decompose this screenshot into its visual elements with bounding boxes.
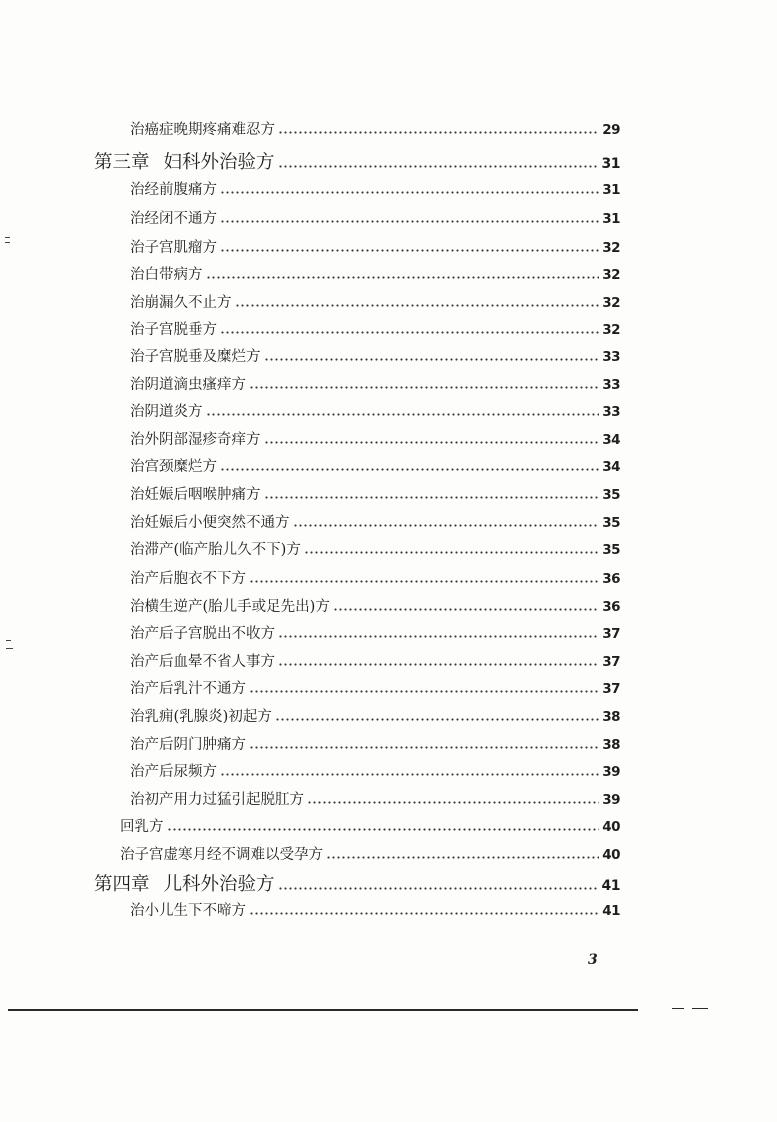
- toc-entry: [130, 428, 620, 448]
- dot-leader: [206, 276, 600, 279]
- entry-page: 41: [602, 903, 620, 919]
- dot-leader: [249, 746, 599, 749]
- entry-title: 治外阴部湿疹奇痒方: [130, 432, 261, 448]
- entry-page: 32: [602, 267, 620, 283]
- toc-entry: [130, 788, 620, 808]
- toc-entry: [130, 595, 620, 615]
- toc-entry: [130, 705, 620, 725]
- entry-title: 治产后阴门肿痛方: [130, 737, 246, 753]
- toc-entry: [130, 118, 620, 138]
- dot-leader: [220, 331, 599, 334]
- bottom-rule-fragment: [672, 1008, 684, 1009]
- dot-leader: [249, 386, 599, 389]
- entry-page: 34: [602, 459, 620, 475]
- entry-page: 34: [602, 432, 620, 448]
- dot-leader: [264, 358, 600, 361]
- entry-title: 治产后子宫脱出不收方: [130, 626, 275, 642]
- chapter-number: 第四章: [94, 874, 150, 895]
- dot-leader: [220, 249, 599, 252]
- entry-title: 治白带病方: [130, 267, 203, 283]
- toc-entry: [130, 760, 620, 780]
- toc-entry: [130, 538, 620, 558]
- entry-title: 治癌症晚期疼痛难忍方: [130, 122, 275, 138]
- toc-entry: [130, 650, 620, 670]
- dot-leader: [264, 496, 600, 499]
- dot-leader: [220, 220, 599, 223]
- entry-title: 治妊娠后小便突然不通方: [130, 515, 290, 531]
- entry-page: 31: [602, 211, 620, 227]
- entry-title: 回乳方: [120, 819, 164, 835]
- toc-entry: [130, 455, 620, 475]
- entry-page: 36: [602, 571, 620, 587]
- toc-entry: [130, 263, 620, 283]
- entry-title: 治子宫脱垂及糜烂方: [130, 349, 261, 365]
- dot-leader: [304, 551, 599, 554]
- dot-leader: [249, 912, 599, 915]
- toc-entry: [120, 843, 620, 863]
- entry-title: 治阴道滴虫瘙痒方: [130, 377, 246, 393]
- dot-leader: [307, 801, 599, 804]
- entry-title: 治子宫肌瘤方: [130, 240, 217, 256]
- entry-title: 治经前腹痛方: [130, 182, 217, 198]
- toc-entry: [130, 567, 620, 587]
- entry-title: 治子宫虚寒月经不调难以受孕方: [120, 847, 323, 863]
- margin-mark: [5, 237, 10, 238]
- entry-page: 32: [602, 240, 620, 256]
- entry-title: 治初产用力过猛引起脱肛方: [130, 792, 304, 808]
- toc-chapter: [94, 148, 620, 172]
- entry-page: 33: [602, 377, 620, 393]
- entry-title: 治产后胞衣不下方: [130, 571, 246, 587]
- entry-page: 32: [602, 295, 620, 311]
- dot-leader: [278, 663, 599, 666]
- entry-page: 35: [602, 515, 620, 531]
- entry-page: 33: [602, 404, 620, 420]
- entry-page: 35: [602, 487, 620, 503]
- toc-entry: [130, 733, 620, 753]
- toc-entry: [130, 236, 620, 256]
- dot-leader: [278, 131, 599, 134]
- entry-title: 治子宫脱垂方: [130, 322, 217, 338]
- entry-title: 治滞产(临产胎儿久不下)方: [130, 542, 301, 558]
- toc-entry: [130, 178, 620, 198]
- entry-page: 39: [602, 764, 620, 780]
- toc-entry: [130, 291, 620, 311]
- dot-leader: [278, 635, 599, 638]
- chapter-title: 妇科外治验方: [163, 152, 275, 173]
- dot-leader: [220, 773, 599, 776]
- dot-leader: [333, 608, 599, 611]
- dot-leader: [264, 441, 600, 444]
- entry-page: 32: [602, 322, 620, 338]
- entry-title: 治宫颈糜烂方: [130, 459, 217, 475]
- entry-title: 治乳痈(乳腺炎)初起方: [130, 709, 272, 725]
- entry-title: 治产后尿频方: [130, 764, 217, 780]
- dot-leader: [275, 718, 599, 721]
- entry-page: 31: [601, 156, 620, 172]
- bottom-rule: [8, 1009, 638, 1011]
- dot-leader: [278, 887, 599, 890]
- dot-leader: [278, 165, 599, 168]
- dot-leader: [220, 468, 599, 471]
- entry-title: 治阴道炎方: [130, 404, 203, 420]
- dot-leader: [326, 856, 599, 859]
- chapter-title: 儿科外治验方: [163, 874, 275, 895]
- dot-leader: [249, 690, 599, 693]
- margin-mark: [6, 648, 13, 649]
- page-number: 3: [588, 952, 598, 968]
- dot-leader: [235, 304, 600, 307]
- entry-title: 治经闭不通方: [130, 211, 217, 227]
- dot-leader: [220, 191, 599, 194]
- entry-page: 37: [602, 626, 620, 642]
- toc-entry: [130, 345, 620, 365]
- margin-mark: [6, 640, 11, 641]
- chapter-number: 第三章: [94, 152, 150, 173]
- toc-entry: [120, 815, 620, 835]
- entry-title: 治产后血晕不省人事方: [130, 654, 275, 670]
- entry-page: 37: [602, 681, 620, 697]
- dot-leader: [167, 828, 600, 831]
- dot-leader: [249, 580, 599, 583]
- entry-title: 治崩漏久不止方: [130, 295, 232, 311]
- entry-page: 36: [602, 599, 620, 615]
- toc-entry: [130, 207, 620, 227]
- entry-title: 治横生逆产(胎儿手或足先出)方: [130, 599, 330, 615]
- toc-entry: [130, 622, 620, 642]
- entry-title: 治产后乳汁不通方: [130, 681, 246, 697]
- toc-entry: [130, 400, 620, 420]
- entry-page: 35: [602, 542, 620, 558]
- entry-page: 40: [602, 819, 620, 835]
- entry-page: 37: [602, 654, 620, 670]
- toc-entry: [130, 677, 620, 697]
- margin-mark: [5, 242, 10, 243]
- entry-page: 39: [602, 792, 620, 808]
- dot-leader: [293, 524, 600, 527]
- entry-page: 33: [602, 349, 620, 365]
- entry-page: 31: [602, 182, 620, 198]
- entry-title: 治妊娠后咽喉肿痛方: [130, 487, 261, 503]
- entry-page: 40: [602, 847, 620, 863]
- toc-entry: [130, 318, 620, 338]
- entry-title: 治小儿生下不啼方: [130, 903, 246, 919]
- toc-entry: [130, 511, 620, 531]
- toc-entry: [130, 483, 620, 503]
- dot-leader: [206, 413, 600, 416]
- toc-chapter: [94, 870, 620, 894]
- entry-page: 29: [602, 122, 620, 138]
- toc-entry: [130, 899, 620, 919]
- toc-entry: [130, 373, 620, 393]
- entry-page: 38: [602, 737, 620, 753]
- entry-page: 41: [601, 878, 620, 894]
- bottom-rule-fragment: [692, 1008, 708, 1009]
- entry-page: 38: [602, 709, 620, 725]
